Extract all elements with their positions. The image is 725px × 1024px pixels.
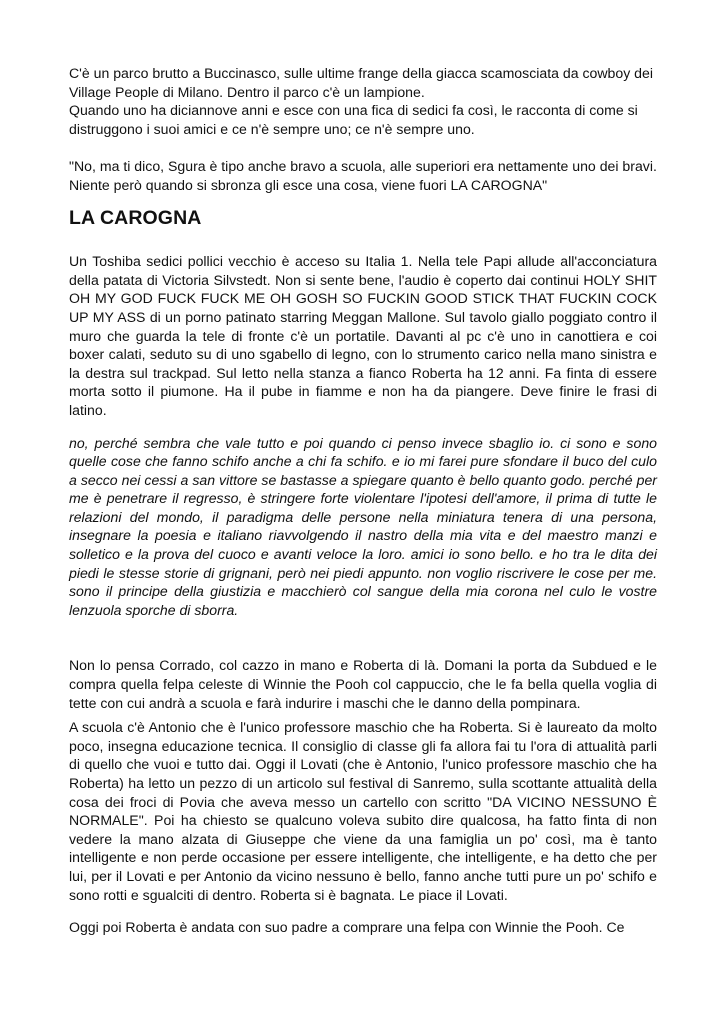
paragraph-gap: [69, 138, 657, 157]
body-paragraph-4: Oggi poi Roberta è andata con suo padre a comprare una felpa con Winnie the Pooh. Ce: [69, 919, 625, 936]
italic-monologue-paragraph: no, perché sembra che vale tutto e poi quando ci penso invece sbaglio io. ci sono e sono quelle cose che fanno schifo anche a chi fa schifo. e io mi farei pure sfondare il buco del culo a secco nei cessi a san vittore se bastasse a spiegare quanto è bello quanto godo. perché per me è penetrare il regresso, è stringere forte violentare l'ipotesi dell'amore, il prima di tutte le relazioni del mondo, il paradigma delle persone nella miniatura tenera di una persona, insegnare la poesia e italiano riavvolgendo il nastro della mia vita e del maestro manzi e solletico e la prova del cuoco e avanti veloce la loro. amici io sono bello. e ho tra le dita dei piedi le stesse storie di grignani, però nei piedi appunto. non voglio riscrivere le cose per me. sono il principe della giustizia e macchierò col sangue della mia corona nel culo le vostre lenzuola sporche di sborra.: [69, 434, 657, 618]
body-paragraph-3: A scuola c'è Antonio che è l'unico professore maschio che ha Roberta. Si è laureato da molto poco, insegna educazione tecnica. Il consiglio di classe gli fa allora fai tu l'ora di attualità parli di quello che vuoi e tutto dai. Oggi il Lovati (che è Antonio, l'unico professore maschio che ha Roberta) ha letto un pezzo di un articolo sul festival di Sanremo, sulla scottante attualità della cosa dei froci di Povia che aveva messo un cartello con scritto "DA VICINO NESSUNO È NORMALE". Poi ha chiesto se qualcuno voleva subito dire qualcosa, ha fatto finta di non vedere la mano alzata di Giuseppe che viene da una famiglia un po' così, ma è tanto intelligente e non perde occasione per essere intelligente, che intelligente, e ha detto che per lui, per il Lovati e per Antonio da vicino nessuno è bello, fanno anche tutti pure un po' schifo e sono rotti e sgualciti di dentro. Roberta si è bagnata. Le piace il Lovati.: [69, 719, 657, 903]
body-paragraph-2: Non lo pensa Corrado, col cazzo in mano e Roberta di là. Domani la porta da Subdued e le compra quella felpa celeste di Winnie the Pooh col cappuccio, che le fa bella quella voglia di tette con cui andrà a scuola e farà indurire i maschi che le danno della pompinara.: [69, 657, 657, 711]
intro-paragraph-2: Quando uno ha diciannove anni e esce con una fica di sedici fa così, le racconta di come si distruggono i suoi amici e ce n'è sempre uno; ce n'è sempre uno.: [69, 102, 638, 137]
intro-quote-paragraph: "No, ma ti dico, Sgura è tipo anche bravo a scuola, alle superiori era nettamente uno dei bravi. Niente però quando si sbronza gli esce una cosa, viene fuori LA CAROGNA": [69, 157, 657, 193]
intro-paragraph-1: C'è un parco brutto a Buccinasco, sulle ultime frange della giacca scamosciata da cowboy dei Village People di Milano. Dentro il parco c'è un lampione.: [69, 65, 653, 100]
body-paragraph-1: Un Toshiba sedici pollici vecchio è acceso su Italia 1. Nella tele Papi allude all'acconciatura della patata di Victoria Silvstedt. Non si sente bene, l'audio è coperto dai continui HOLY SHIT OH MY GOD FUCK FUCK ME OH GOSH SO FUCKIN GOOD STICK THAT FUCKIN COCK UP MY ASS di un porno patinato starring Meggan Mallone. Sul tavolo giallo poggiato contro il muro che guarda la tele di fronte c'è un portatile. Davanti al pc c'è uno in canottiera e coi boxer calati, seduto su di uno sgabello di legno, con lo strumento carico nella mano sinistra e la destra sul trackpad. Sul letto nella stanza a fianco Roberta ha 12 anni. Fa finta di essere morta sotto il piumone. Ha il pube in fiamme e non ha da piangere. Deve finire le frasi di latino.: [69, 253, 657, 418]
document-page: [69, 64, 657, 937]
section-heading: LA CAROGNA: [69, 207, 202, 230]
